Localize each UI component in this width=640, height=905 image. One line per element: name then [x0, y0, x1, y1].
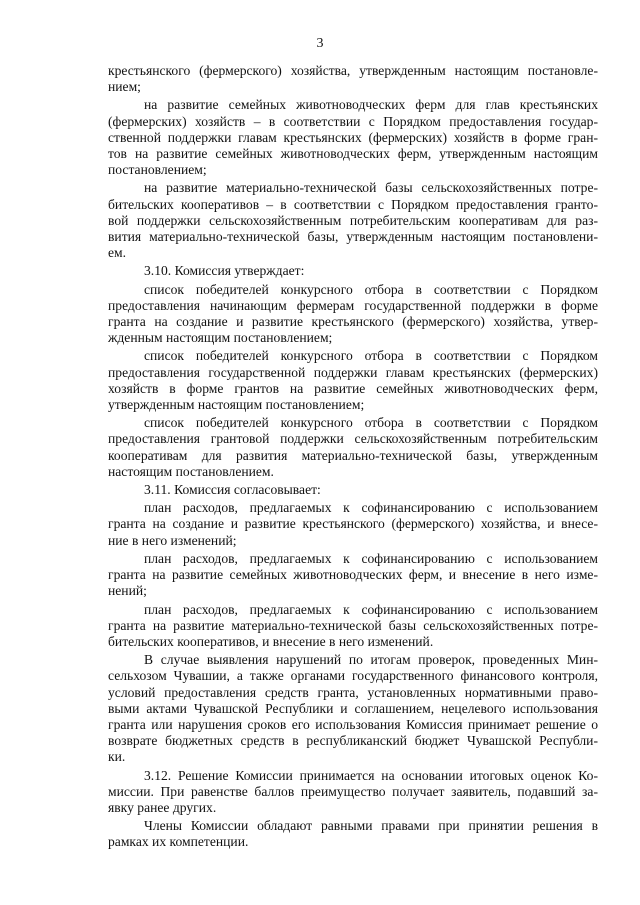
text-line: постановлением;: [108, 162, 207, 178]
text-line: предоставления начинающим фермерам государственной поддержки в форме: [108, 297, 598, 313]
paragraph-p2: [108, 180, 598, 261]
text-line: тов на развитие семейных животноводческих ферм, утвержденным настоящим: [108, 146, 598, 162]
paragraph-p0: [108, 63, 598, 95]
text-line: (фермерских) хозяйств – в соответствии с Порядком предоставления государ-: [108, 113, 598, 129]
text-line: гранта или нарушения сроков его использования Комиссия принимает решение о: [108, 716, 598, 732]
text-line: список победителей конкурсного отбора в соответствии с Порядком: [144, 348, 598, 364]
text-line: возврате бюджетных средств в республиканский бюджет Чувашской Республи-: [108, 733, 598, 749]
text-line: на развитие материально-технической базы сельскохозяйственных потре-: [144, 180, 598, 196]
text-line: ем.: [108, 245, 127, 261]
text-line: план расходов, предлагаемых к софинансированию с использованием: [144, 500, 598, 516]
text-line: 3.12. Решение Комиссии принимается на основании итоговых оценок Ко-: [144, 767, 598, 783]
text-line: В случае выявления нарушений по итогам проверок, проведенных Мин-: [144, 652, 598, 668]
paragraph-p5: [108, 348, 598, 413]
paragraph-p7: [108, 482, 598, 498]
text-line: гранта на развитие семейных животноводческих ферм, и внесение в него изме-: [108, 567, 598, 583]
text-line: 3.11. Комиссия согласовывает:: [144, 482, 321, 498]
text-line: список победителей конкурсного отбора в соответствии с Порядком: [144, 281, 598, 297]
paragraph-p4: [108, 282, 598, 347]
text-line: выми актами Чувашской Республики и соглашением, нецелевого использования: [108, 700, 598, 716]
text-line: предоставления государственной поддержки главам крестьянских (фермерских): [108, 364, 598, 380]
paragraph-p9: [108, 551, 598, 600]
paragraph-p10: [108, 602, 598, 651]
text-line: бительских кооперативов, и внесение в него изменений.: [108, 633, 434, 649]
page-number: 3: [316, 36, 324, 51]
document-body: [108, 63, 598, 851]
text-line: сельхозом Чувашии, а также органами государственного финансового контроля,: [108, 668, 598, 684]
text-line: на развитие семейных животноводческих ферм для глав крестьянских: [144, 97, 598, 113]
text-line: нений;: [108, 583, 147, 599]
text-line: план расходов, предлагаемых к софинансированию с использованием: [144, 601, 598, 617]
text-line: хозяйств в форме грантов на развитие семейных животноводческих ферм,: [108, 380, 598, 396]
paragraph-p6: [108, 415, 598, 480]
paragraph-p3: [108, 263, 598, 279]
text-line: условий предоставления средств гранта, установленных нормативными право-: [108, 684, 598, 700]
text-line: ние в него изменений;: [108, 532, 237, 548]
paragraph-p13: [108, 818, 598, 850]
text-line: нием;: [108, 79, 141, 95]
text-line: гранта на создание и развитие крестьянского (фермерского) хозяйства, утвер-: [108, 314, 598, 330]
text-line: жденным настоящим постановлением;: [108, 330, 333, 346]
text-line: бительских кооперативов – в соответствии с Порядком предоставления гранто-: [108, 196, 598, 212]
text-line: ственной поддержки главам крестьянских (фермерских) хозяйств в форме гран-: [108, 129, 598, 145]
paragraph-p1: [108, 97, 598, 178]
paragraph-p11: [108, 652, 598, 765]
text-line: 3.10. Комиссия утверждает:: [144, 263, 305, 279]
text-line: Члены Комиссии обладают равными правами при принятии решения в: [144, 818, 598, 834]
text-line: настоящим постановлением.: [108, 463, 274, 479]
text-line: рамках их компетенции.: [108, 834, 249, 850]
text-line: миссии. При равенстве баллов преимущество получает заявитель, подавший за-: [108, 783, 598, 799]
text-line: утвержденным настоящим постановлением;: [108, 397, 365, 413]
text-line: кооперативам для развития материально-технической базы, утвержденным: [108, 447, 598, 463]
text-line: явку ранее других.: [108, 799, 217, 815]
text-line: вития материально-технической базы, утвержденным настоящим постановлени-: [108, 229, 598, 245]
text-line: гранта на создание и развитие крестьянского (фермерского) хозяйства, и внесе-: [108, 516, 598, 532]
paragraph-p8: [108, 500, 598, 549]
text-line: вой поддержки сельскохозяйственным потребительским кооперативам для раз-: [108, 212, 598, 228]
text-line: предоставления грантовой поддержки сельскохозяйственным потребительским: [108, 431, 598, 447]
text-line: ки.: [108, 749, 126, 765]
text-line: список победителей конкурсного отбора в соответствии с Порядком: [144, 415, 598, 431]
text-line: план расходов, предлагаемых к софинансированию с использованием: [144, 550, 598, 566]
paragraph-p12: [108, 768, 598, 817]
text-line: крестьянского (фермерского) хозяйства, утвержденным настоящим постановле-: [108, 63, 598, 78]
text-line: гранта на развитие материально-технической базы сельскохозяйственных потре-: [108, 617, 598, 633]
